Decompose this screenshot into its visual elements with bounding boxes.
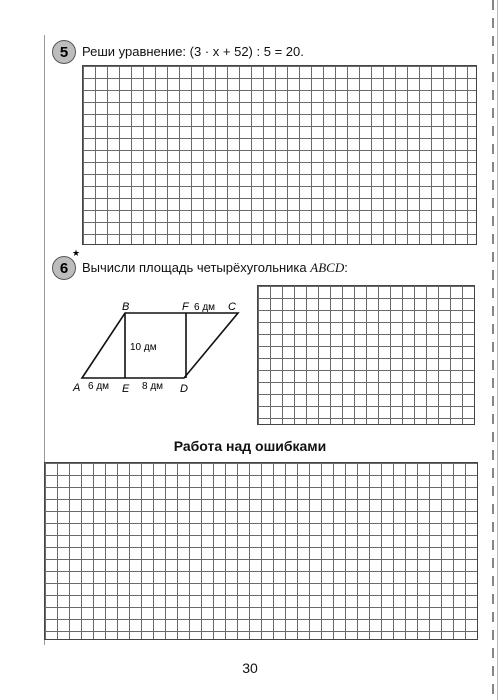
task-5-text bbox=[82, 44, 304, 59]
label-height: 10 дм bbox=[130, 342, 157, 353]
task-6-figure-name: ABCD bbox=[310, 260, 345, 275]
task-6-number: 6 bbox=[59, 259, 69, 277]
task-6-instruction: Вычисли площадь четырёхугольника bbox=[82, 260, 307, 275]
parallelogram-abcd bbox=[82, 313, 238, 378]
task-6-answer-grid[interactable] bbox=[257, 285, 475, 425]
star-icon: ★ bbox=[72, 248, 81, 258]
task-5-answer-grid[interactable] bbox=[82, 65, 477, 245]
task-5-equation: (3 · x + 52) : 5 = 20. bbox=[189, 44, 304, 59]
label-ed-length: 8 дм bbox=[142, 381, 164, 392]
label-e: E bbox=[122, 383, 130, 395]
task-5-number: 5 bbox=[59, 43, 69, 61]
page-number: 30 bbox=[242, 660, 258, 676]
label-a: A bbox=[73, 382, 81, 394]
error-work-grid[interactable] bbox=[44, 462, 478, 640]
label-f: F bbox=[182, 301, 189, 313]
page-edge-line bbox=[497, 0, 498, 700]
task-6-colon: : bbox=[344, 260, 348, 275]
label-ae-length: 6 дм bbox=[88, 381, 110, 392]
task-6-number-badge bbox=[52, 256, 76, 280]
task-5-number-badge bbox=[52, 40, 76, 64]
label-d: D bbox=[180, 383, 188, 395]
task-5-instruction: Реши уравнение: bbox=[82, 44, 187, 59]
section-heading: Работа над ошибками bbox=[173, 438, 327, 454]
task-6-text bbox=[82, 260, 348, 276]
label-c: C bbox=[228, 301, 236, 313]
page-edge-marks bbox=[492, 0, 494, 700]
label-fc-length: 6 дм bbox=[194, 302, 216, 313]
label-b: B bbox=[122, 301, 130, 313]
parallelogram-figure bbox=[60, 300, 250, 400]
